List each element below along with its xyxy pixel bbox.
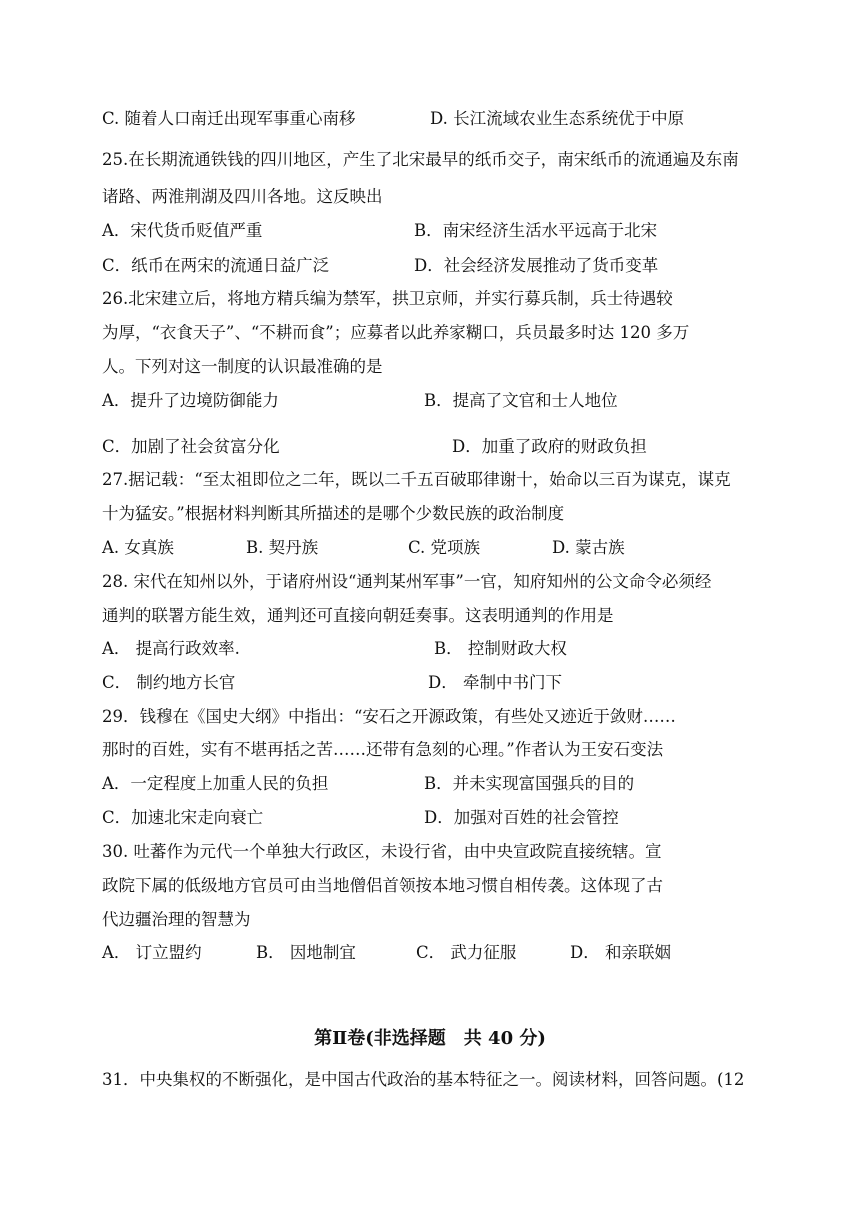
q28-option-d: D． 牵制中书门下 (428, 673, 562, 692)
q30-stem-line-2: 政院下属的低级地方官员可由当地僧侣首领按本地习惯自相传袭。这体现了古 (102, 876, 663, 895)
q30-option-b: B． 因地制宜 (256, 943, 356, 962)
q27-option-b: B. 契丹族 (246, 538, 319, 557)
q28-option-a: A． 提高行政效率. (102, 639, 240, 658)
q25-option-c: C．纸币在两宋的流通日益广泛 (102, 256, 330, 275)
q30-option-a: A． 订立盟约 (102, 943, 202, 962)
q27-option-c: C. 党项族 (408, 538, 481, 557)
q26-stem-line-1: 26.北宋建立后，将地方精兵编为禁军，拱卫京师，并实行募兵制，兵士待遇较 (102, 289, 673, 308)
q31-stem-line-1: 31．中央集权的不断强化，是中国古代政治的基本特征之一。阅读材料，回答问题。(12 (102, 1070, 745, 1089)
q26-option-d: D．加重了政府的财政负担 (452, 437, 647, 456)
q30-option-c: C． 武力征服 (416, 943, 517, 962)
q25-option-a: A．宋代货币贬值严重 (102, 221, 263, 240)
q24-option-d: D. 长江流域农业生态系统优于中原 (430, 109, 685, 128)
q29-stem-line-2: 那时的百姓，实有不堪再括之苦……还带有急刻的心理。”作者认为王安石变法 (102, 740, 664, 759)
q29-option-d: D．加强对百姓的社会管控 (424, 808, 619, 827)
q29-option-b: B．并未实现富国强兵的目的 (424, 774, 635, 793)
q28-stem-line-1: 28. 宋代在知州以外，于诸府州设“通判某州军事”一官，知府知州的公文命令必须经 (102, 572, 712, 591)
q26-option-c: C．加剧了社会贫富分化 (102, 437, 280, 456)
q25-option-b: B．南宋经济生活水平远高于北宋 (414, 221, 658, 240)
q26-option-a: A．提升了边境防御能力 (102, 391, 279, 410)
q27-stem-line-1: 27.据记载：“至太祖即位之二年，既以二千五百破耶律谢十，始命以三百为谋克，谋克 (102, 470, 731, 489)
q26-option-b: B．提高了文官和士人地位 (424, 391, 618, 410)
q29-option-a: A．一定程度上加重人民的负担 (102, 774, 329, 793)
q27-option-d: D. 蒙古族 (552, 538, 625, 557)
q30-stem-line-3: 代边疆治理的智慧为 (102, 910, 251, 929)
q30-stem-line-1: 30. 吐蕃作为元代一个单独大行政区，未设行省，由中央宣政院直接统辖。宣 (102, 842, 662, 861)
q24-option-c: C. 随着人口南迁出现军事重心南移 (102, 109, 356, 128)
q30-option-d: D． 和亲联姻 (570, 943, 671, 962)
q27-stem-line-2: 十为猛安。”根据材料判断其所描述的是哪个少数民族的政治制度 (102, 504, 565, 523)
q29-stem-line-1: 29．钱穆在《国史大纲》中指出：“安石之开源政策，有些处又迹近于敛财…… (102, 707, 676, 726)
q29-option-c: C．加速北宋走向衰亡 (102, 808, 264, 827)
q26-stem-line-2: 为厚，“衣食天子”、“不耕而食”；应募者以此养家糊口，兵员最多时达 120 多万 (102, 323, 690, 342)
q28-stem-line-2: 通判的联署方能生效，通判还可直接向朝廷奏事。这表明通判的作用是 (102, 606, 614, 625)
q27-option-a: A. 女真族 (102, 538, 174, 557)
q25-stem-line-2: 诸路、两淮荆湖及四川各地。这反映出 (102, 187, 383, 206)
q25-option-d: D．社会经济发展推动了货币变革 (414, 256, 659, 275)
q28-option-b: B． 控制财政大权 (434, 639, 567, 658)
q28-option-c: C． 制约地方长官 (102, 673, 236, 692)
q26-stem-line-3: 人。下列对这一制度的认识最准确的是 (102, 357, 383, 376)
q25-stem-line-1: 25.在长期流通铁钱的四川地区，产生了北宋最早的纸币交子，南宋纸币的流通遍及东南 (102, 150, 739, 169)
section-title: 第Ⅱ卷(非选择题 共 40 分) (314, 1028, 546, 1049)
